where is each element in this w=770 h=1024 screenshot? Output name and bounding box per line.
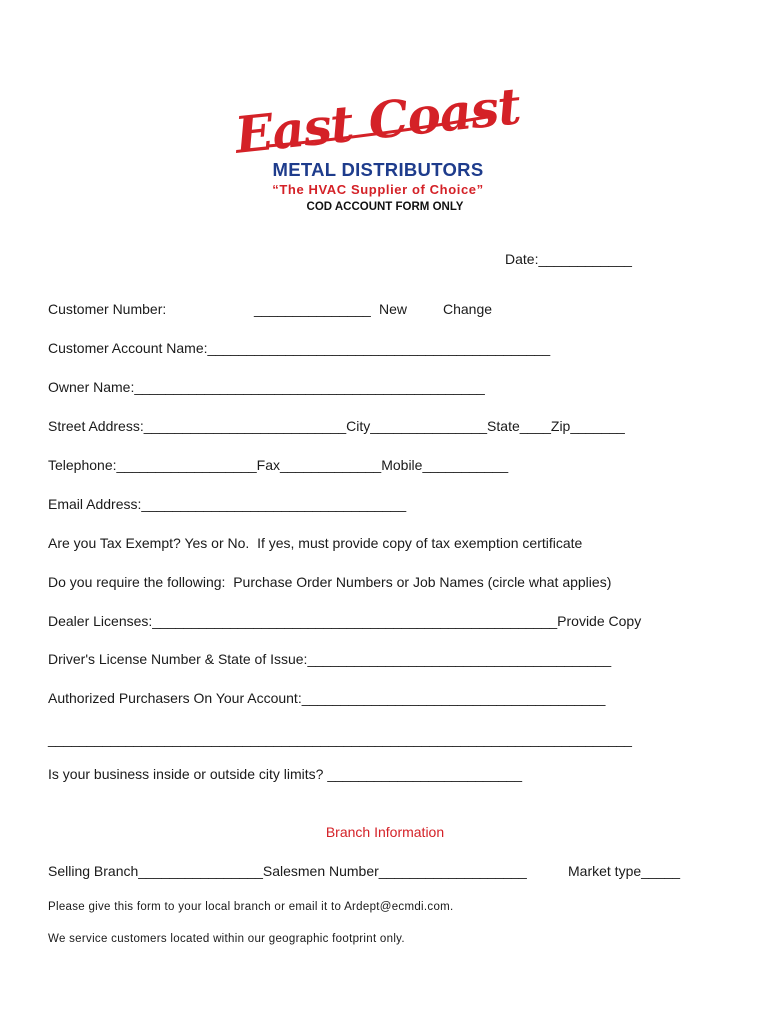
logo-script-wordmark (232, 76, 523, 165)
email-instructions-note: Please give this form to your local branch or email it to Ardept@ecmdi.com. (48, 901, 454, 913)
change-option[interactable]: Change (443, 301, 493, 317)
authorized-purchasers-extra-line[interactable]: ___________________________________________________________________________ (48, 731, 632, 747)
customer-number-field[interactable]: _______________ (254, 301, 371, 317)
tax-exempt-question: Are you Tax Exempt? Yes or No. If yes, must provide copy of tax exemption certificate (48, 535, 583, 551)
svg-text:East Coast: East Coast (232, 76, 523, 165)
drivers-license-field[interactable]: Driver's License Number & State of Issue:_______________________________________ (48, 651, 612, 667)
company-logo (232, 76, 523, 201)
email-address-field[interactable]: Email Address:__________________________________ (48, 496, 407, 512)
new-option[interactable]: New (379, 301, 408, 317)
owner-name-field[interactable]: Owner Name:_____________________________________________ (48, 379, 485, 395)
purchase-orders-question: Do you require the following: Purchase Order Numbers or Job Names (circle what applies) (48, 574, 612, 590)
selling-branch-field[interactable]: Selling Branch________________Salesmen Number___________________ (48, 863, 527, 879)
form-title: COD ACCOUNT FORM ONLY (306, 201, 464, 213)
logo-tagline: “The HVAC Supplier of Choice” (272, 182, 484, 197)
branch-information-heading: Branch Information (325, 824, 445, 840)
street-address-field[interactable]: Street Address:__________________________City_______________State____Zip_______ (48, 418, 625, 434)
date-field[interactable]: Date:____________ (505, 251, 632, 267)
customer-number-label: Customer Number: (48, 301, 167, 317)
telephone-field[interactable]: Telephone:__________________Fax_____________Mobile___________ (48, 457, 509, 473)
market-type-field[interactable]: Market type_____ (568, 863, 681, 879)
logo-company-name: METAL DISTRIBUTORS (272, 159, 484, 180)
customer-account-name-field[interactable]: Customer Account Name:____________________________________________ (48, 340, 551, 356)
dealer-licenses-field[interactable]: Dealer Licenses:____________________________________________________Provide Copy (48, 613, 642, 629)
service-area-note: We service customers located within our geographic footprint only. (48, 933, 405, 945)
authorized-purchasers-field[interactable]: Authorized Purchasers On Your Account:_______________________________________ (48, 690, 606, 706)
city-limits-field[interactable]: Is your business inside or outside city limits? _________________________ (48, 766, 522, 782)
